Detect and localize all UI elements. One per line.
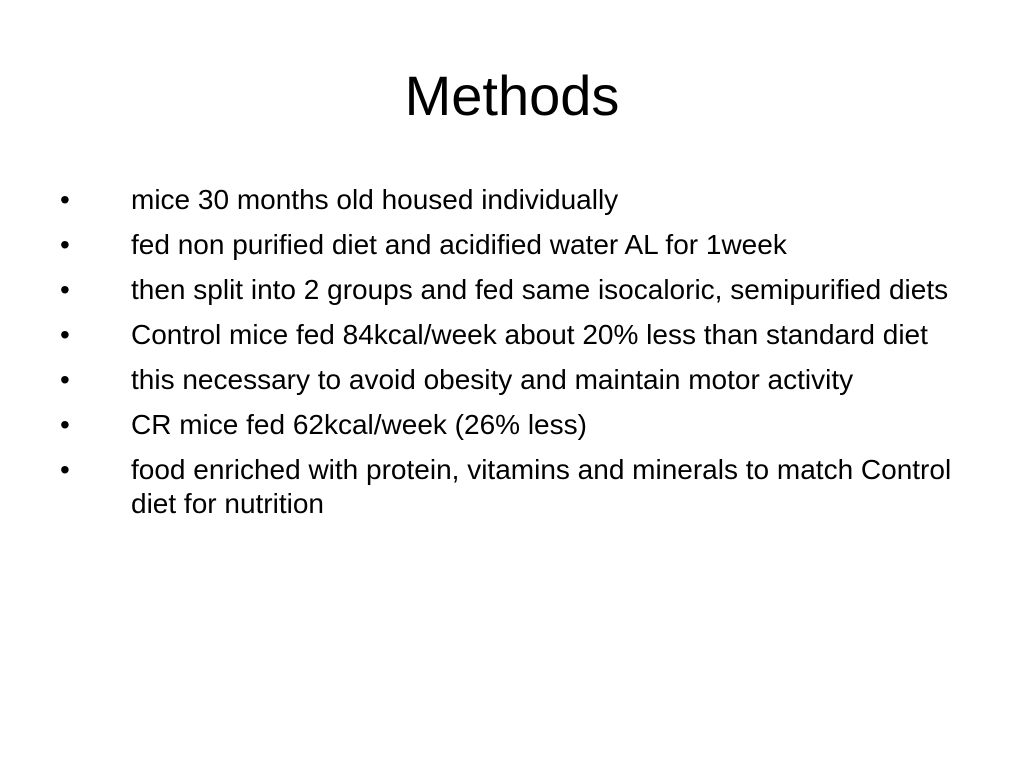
bullet-marker: • [60,184,70,215]
bullet-marker: • [60,409,70,440]
bullet-text: CR mice fed 62kcal/week (26% less) [131,409,587,440]
bullet-text: this necessary to avoid obesity and maintain motor activity [131,364,854,395]
bullet-marker: • [60,364,70,395]
bullet-text: then split into 2 groups and fed same isocaloric, semipurified diets [131,274,949,305]
bullet-marker: • [60,454,70,485]
bullet-item [60,183,960,217]
bullet-marker: • [60,229,70,260]
bullet-item [60,408,960,442]
bullet-list [60,183,960,532]
slide-title: Methods [404,64,620,127]
bullet-item [60,318,960,352]
bullet-item [60,228,960,262]
bullet-marker: • [60,319,70,350]
bullet-marker: • [60,274,70,305]
bullet-item [60,453,960,521]
bullet-text: food enriched with protein, vitamins and minerals to match Control diet for nutrition [131,454,952,519]
bullet-item [60,363,960,397]
bullet-text: fed non purified diet and acidified water AL for 1week [131,229,787,260]
bullet-item [60,273,960,307]
bullet-text: mice 30 months old housed individually [131,184,619,215]
bullet-text: Control mice fed 84kcal/week about 20% less than standard diet [131,319,928,350]
